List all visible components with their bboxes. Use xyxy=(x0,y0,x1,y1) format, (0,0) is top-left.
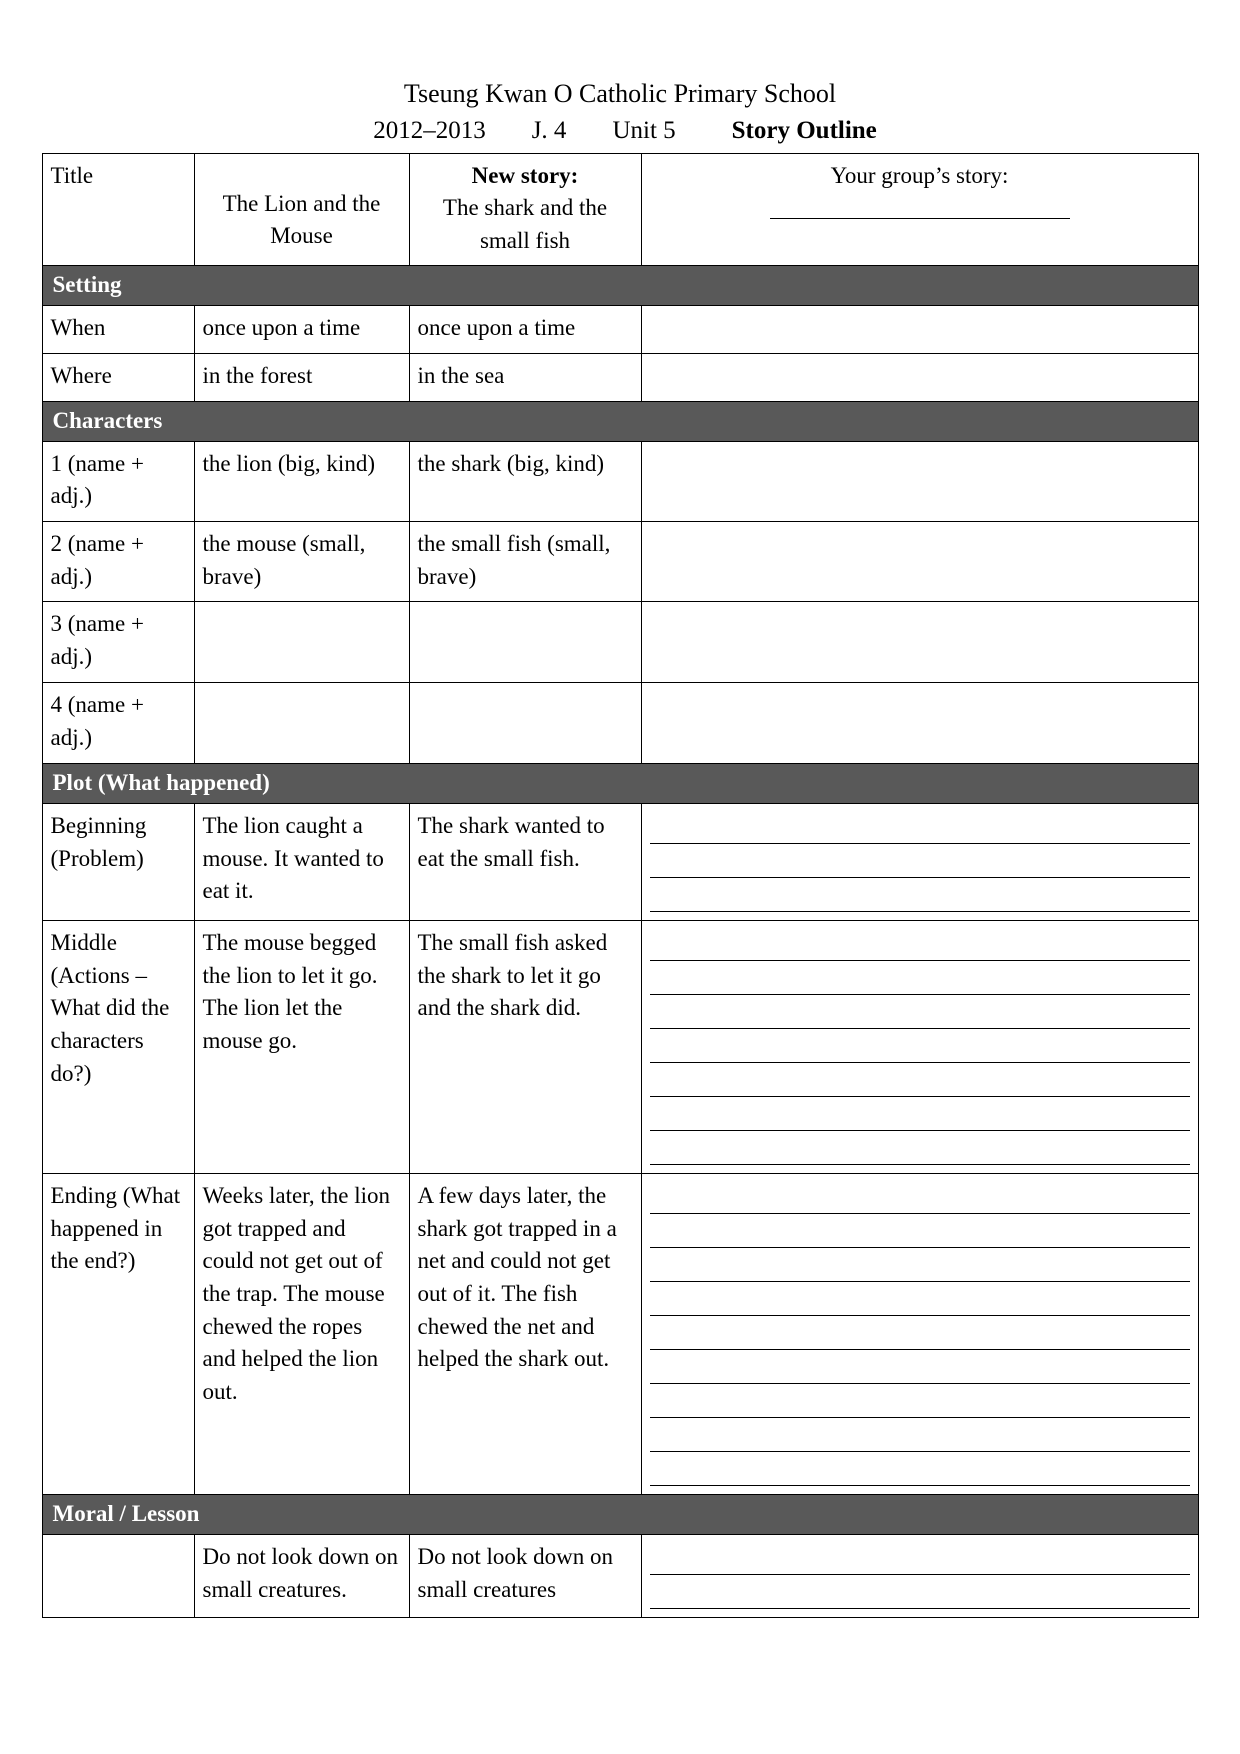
writing-line[interactable] xyxy=(650,1131,1190,1165)
character-2-old: the mouse (small, brave) xyxy=(194,521,409,601)
table-row-where xyxy=(42,354,1198,402)
section-header-characters xyxy=(42,401,1198,441)
writing-lines[interactable] xyxy=(650,927,1190,1165)
character-1-group[interactable] xyxy=(641,441,1198,521)
where-new: in the sea xyxy=(409,354,641,402)
group-story-title-cell[interactable] xyxy=(641,153,1198,266)
writing-line[interactable] xyxy=(650,927,1190,961)
writing-lines[interactable] xyxy=(650,1541,1190,1609)
row-label-moral xyxy=(42,1534,194,1617)
class-level: J. 4 xyxy=(531,116,567,144)
writing-lines[interactable] xyxy=(650,1180,1190,1486)
row-label-where: Where xyxy=(42,354,194,402)
row-label-character-4: 4 (name + adj.) xyxy=(42,683,194,764)
writing-line[interactable] xyxy=(650,961,1190,995)
writing-line[interactable] xyxy=(650,1248,1190,1282)
middle-old: The mouse begged the lion to let it go. The lion let the mouse go. xyxy=(194,921,409,1174)
old-story-title xyxy=(194,153,409,266)
when-new: once upon a time xyxy=(409,306,641,354)
group-story-title-blank[interactable] xyxy=(770,198,1070,219)
character-4-new[interactable] xyxy=(409,683,641,764)
row-label-character-1: 1 (name + adj.) xyxy=(42,441,194,521)
old-story-title-text: The Lion and the Mouse xyxy=(222,190,381,249)
writing-line[interactable] xyxy=(650,1541,1190,1575)
unit-number: Unit 5 xyxy=(612,116,676,144)
story-outline-table xyxy=(42,153,1199,1618)
character-4-group[interactable] xyxy=(641,683,1198,764)
table-row-character-2 xyxy=(42,521,1198,601)
ending-old: Weeks later, the lion got trapped and could not get out of the trap. The mouse chewed the ropes and helped the lion out. xyxy=(194,1174,409,1495)
writing-line[interactable] xyxy=(650,1575,1190,1609)
writing-line[interactable] xyxy=(650,1418,1190,1452)
section-header-plot xyxy=(42,764,1198,804)
middle-new: The small fish asked the shark to let it go and the shark did. xyxy=(409,921,641,1174)
writing-line[interactable] xyxy=(650,1097,1190,1131)
section-label-characters: Characters xyxy=(42,401,1198,441)
character-1-new: the shark (big, kind) xyxy=(409,441,641,521)
writing-line[interactable] xyxy=(650,844,1190,878)
writing-line[interactable] xyxy=(650,1350,1190,1384)
worksheet-section-title: Story Outline xyxy=(731,116,877,144)
character-3-new[interactable] xyxy=(409,602,641,683)
middle-group[interactable] xyxy=(641,921,1198,1174)
table-row-title xyxy=(42,153,1198,266)
table-row-character-1 xyxy=(42,441,1198,521)
writing-line[interactable] xyxy=(650,1180,1190,1214)
writing-line[interactable] xyxy=(650,1384,1190,1418)
school-name: Tseung Kwan O Catholic Primary School xyxy=(403,79,837,108)
group-story-heading: Your group’s story: xyxy=(830,162,1009,188)
row-label-character-2: 2 (name + adj.) xyxy=(42,521,194,601)
character-3-old[interactable] xyxy=(194,602,409,683)
new-story-title-text: The shark and the small fish xyxy=(442,195,608,253)
ending-new: A few days later, the shark got trapped in a net and could not get out of it. The fish chewed the net and helped the shark out. xyxy=(409,1174,641,1495)
writing-lines[interactable] xyxy=(650,810,1190,912)
table-row-beginning xyxy=(42,804,1198,921)
writing-line[interactable] xyxy=(650,1063,1190,1097)
moral-new: Do not look down on small creatures xyxy=(409,1534,641,1617)
character-4-old[interactable] xyxy=(194,683,409,764)
table-row-ending xyxy=(42,1174,1198,1495)
character-2-group[interactable] xyxy=(641,521,1198,601)
section-label-moral: Moral / Lesson xyxy=(42,1495,1198,1535)
table-row-when xyxy=(42,306,1198,354)
table-row-middle xyxy=(42,921,1198,1174)
section-header-moral xyxy=(42,1495,1198,1535)
beginning-old: The lion caught a mouse. It wanted to eat it. xyxy=(194,804,409,921)
row-label-beginning: Beginning (Problem) xyxy=(42,804,194,921)
writing-line[interactable] xyxy=(650,1452,1190,1486)
writing-line[interactable] xyxy=(650,878,1190,912)
row-label-title: Title xyxy=(42,153,194,266)
character-3-group[interactable] xyxy=(641,602,1198,683)
table-row-character-3 xyxy=(42,602,1198,683)
document-subheader xyxy=(36,117,1204,145)
beginning-new: The shark wanted to eat the small fish. xyxy=(409,804,641,921)
character-2-new: the small fish (small, brave) xyxy=(409,521,641,601)
when-group[interactable] xyxy=(641,306,1198,354)
writing-line[interactable] xyxy=(650,810,1190,844)
section-label-plot: Plot (What happened) xyxy=(42,764,1198,804)
moral-old: Do not look down on small creatures. xyxy=(194,1534,409,1617)
writing-line[interactable] xyxy=(650,1029,1190,1063)
moral-group[interactable] xyxy=(641,1534,1198,1617)
writing-line[interactable] xyxy=(650,995,1190,1029)
row-label-when: When xyxy=(42,306,194,354)
ending-group[interactable] xyxy=(641,1174,1198,1495)
new-story-heading: New story: xyxy=(471,162,579,188)
row-label-middle: Middle (Actions – What did the characters do?) xyxy=(42,921,194,1174)
row-label-character-3: 3 (name + adj.) xyxy=(42,602,194,683)
writing-line[interactable] xyxy=(650,1282,1190,1316)
when-old: once upon a time xyxy=(194,306,409,354)
where-group[interactable] xyxy=(641,354,1198,402)
writing-line[interactable] xyxy=(650,1214,1190,1248)
row-label-ending: Ending (What happened in the end?) xyxy=(42,1174,194,1495)
section-label-setting: Setting xyxy=(42,266,1198,306)
table-row-character-4 xyxy=(42,683,1198,764)
character-1-old: the lion (big, kind) xyxy=(194,441,409,521)
table-row-moral xyxy=(42,1534,1198,1617)
section-header-setting xyxy=(42,266,1198,306)
beginning-group[interactable] xyxy=(641,804,1198,921)
writing-line[interactable] xyxy=(650,1316,1190,1350)
school-year: 2012–2013 xyxy=(373,116,486,144)
new-story-title xyxy=(409,153,641,266)
where-old: in the forest xyxy=(194,354,409,402)
